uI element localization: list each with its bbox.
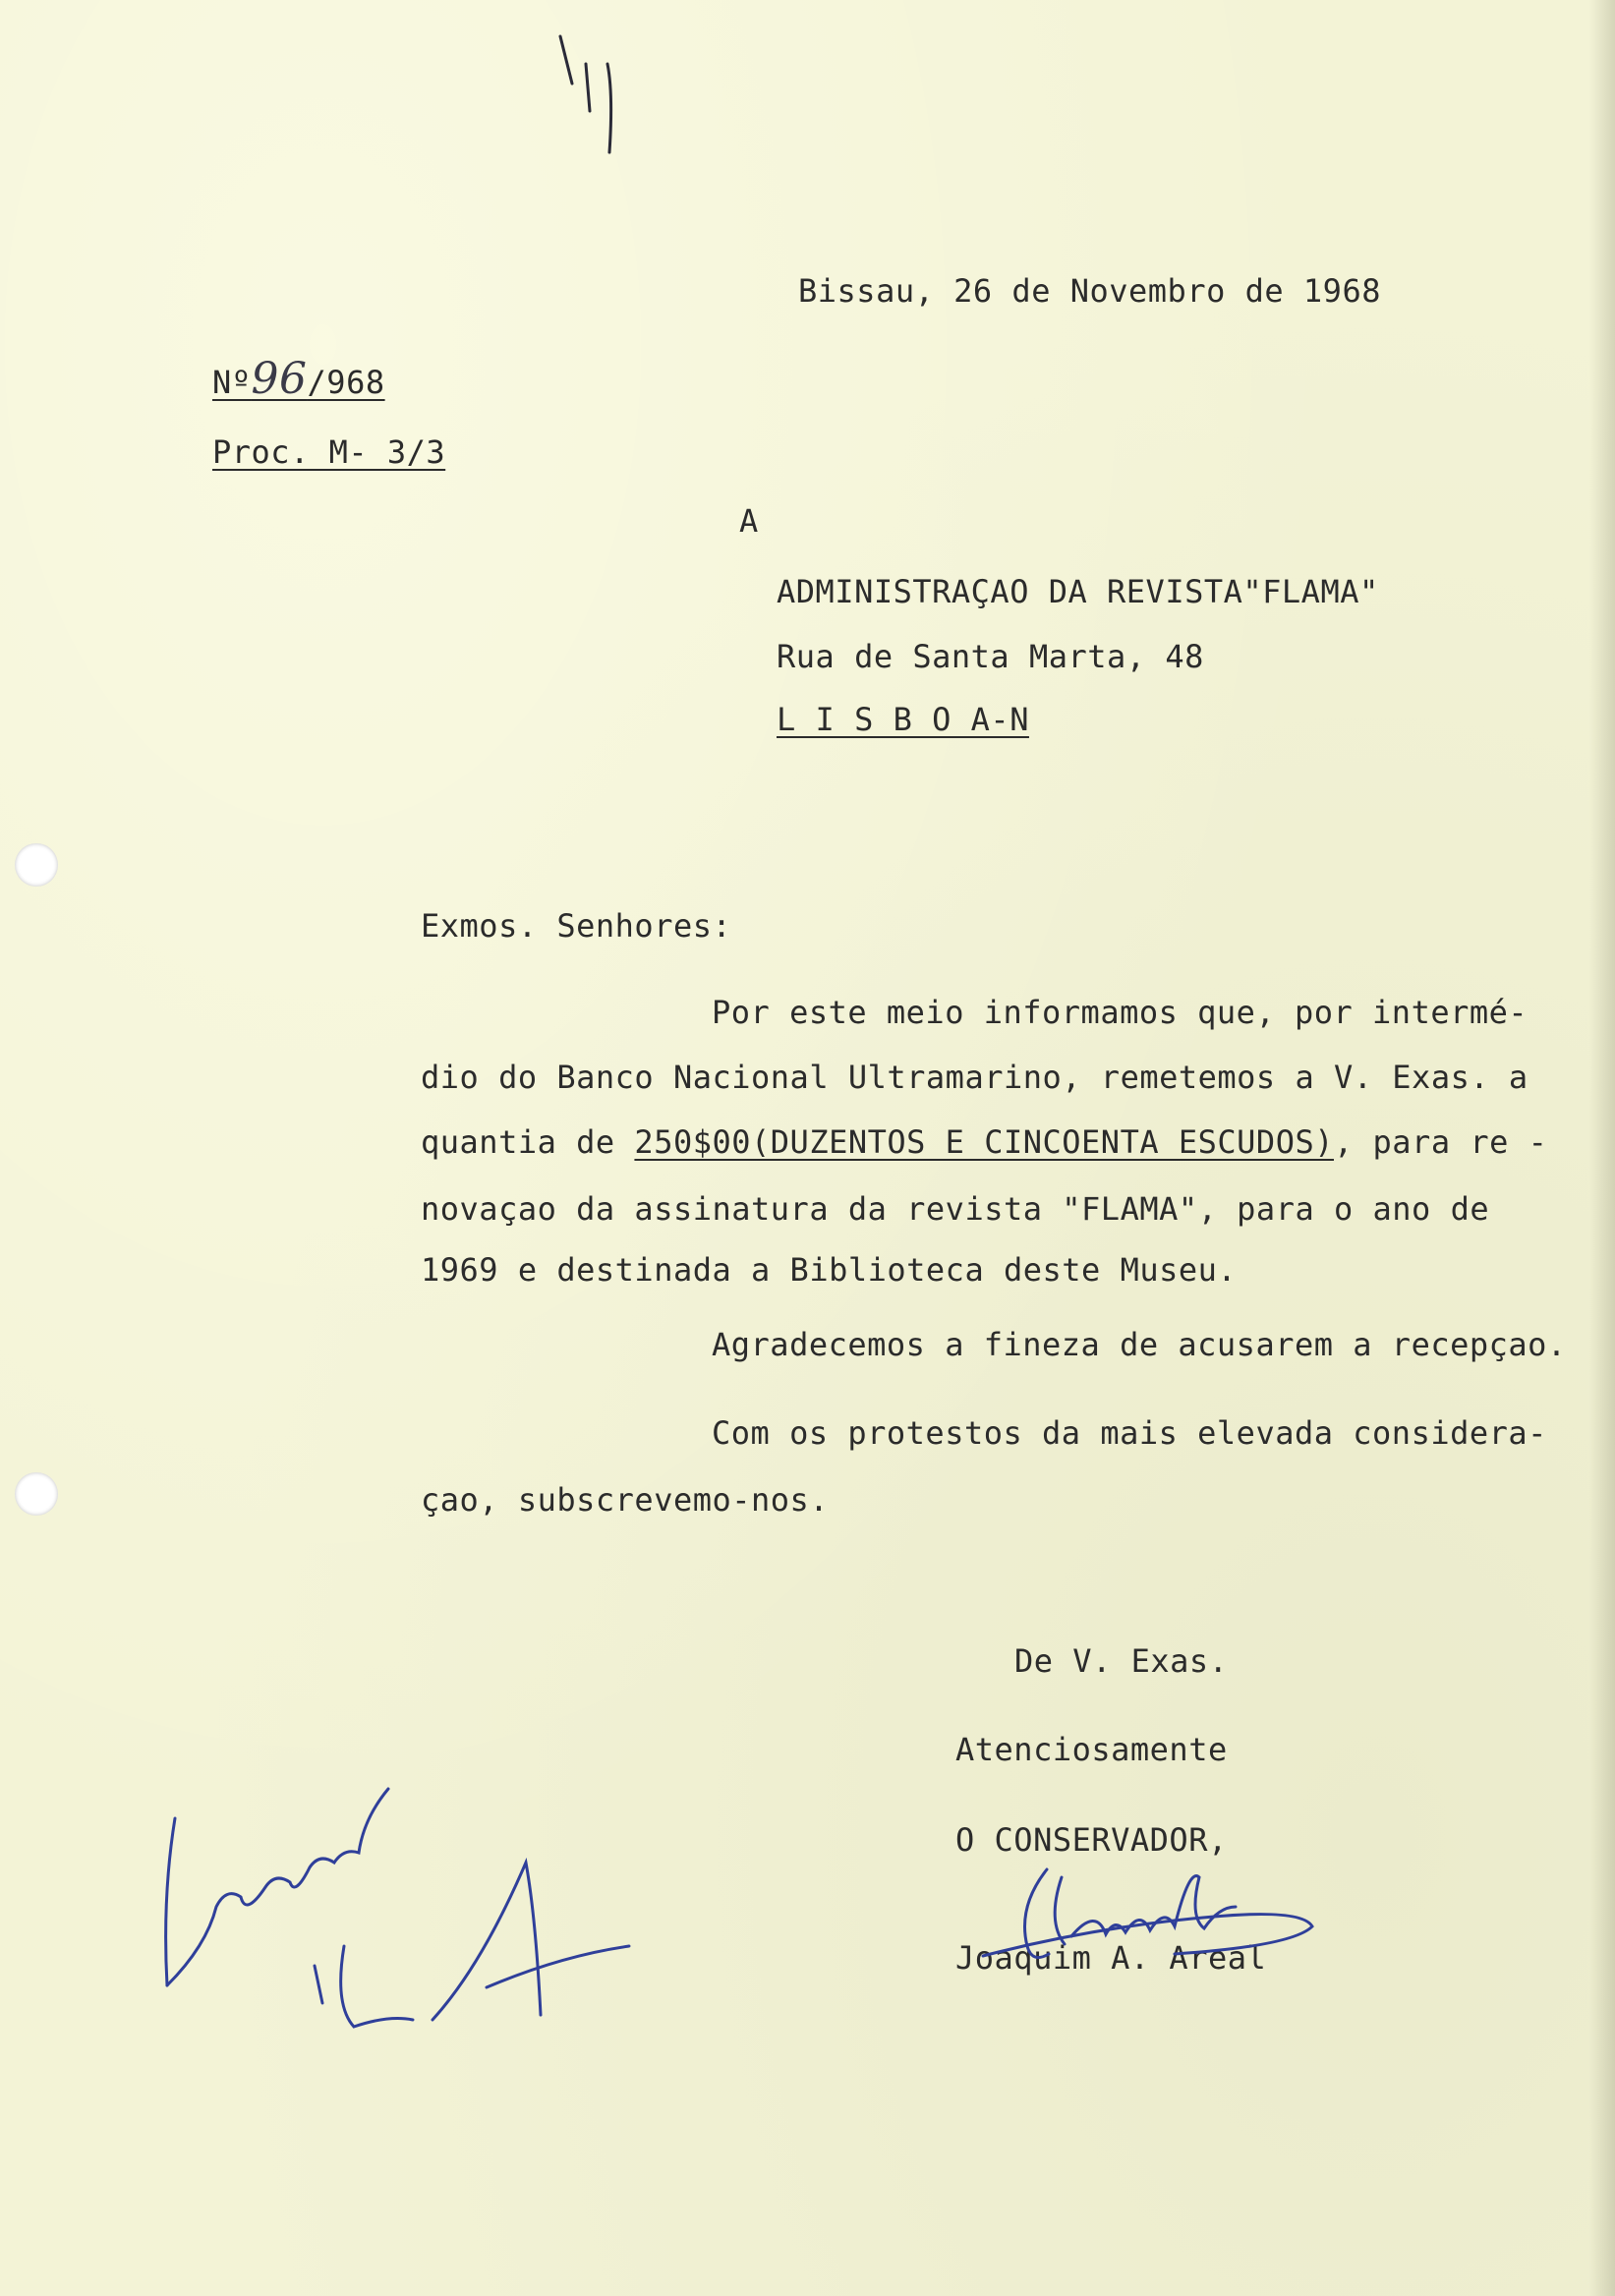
closing-line-2: Atenciosamente (955, 1731, 1228, 1768)
conservator-signature-icon (978, 1848, 1332, 1976)
recipient-street: Rua de Santa Marta, 48 (777, 638, 1204, 675)
reference-number (212, 354, 385, 404)
body-line-4: novaçao da assinatura da revista "FLAMA", para o ano de (421, 1190, 1490, 1228)
recipient-name: ADMINISTRAÇAO DA REVISTA"FLAMA" (777, 573, 1379, 610)
recipient-city: L I S B O A-N (777, 701, 1029, 738)
reference-suffix: /968 (307, 364, 385, 401)
body-line-3 (421, 1122, 1547, 1162)
body-line-1: Por este meio informamos que, por intermé- (712, 994, 1528, 1031)
body-paragraph-3-line-1: Com os protestos da mais elevada considera- (712, 1414, 1547, 1452)
place-date: Bissau, 26 de Novembro de 1968 (798, 272, 1381, 310)
salutation: Exmos. Senhores: (421, 907, 732, 945)
reference-prefix: Nº (212, 364, 252, 401)
body-paragraph-2: Agradecemos a fineza de acusarem a recepçao. (712, 1326, 1567, 1363)
body-line-3-prefix: quantia de (421, 1123, 635, 1161)
closing-title: O CONSERVADOR, (955, 1821, 1228, 1859)
body-line-3-suffix: , para re - (1333, 1123, 1548, 1161)
page-edge-shadow (1589, 0, 1615, 2296)
margin-pen-mark (550, 25, 639, 162)
closing-line-1: De V. Exas. (1014, 1642, 1229, 1680)
body-line-5: 1969 e destinada a Biblioteca deste Museu. (421, 1251, 1238, 1289)
body-line-2: dio do Banco Nacional Ultramarino, remetemos a V. Exas. a (421, 1059, 1528, 1096)
punch-hole-top (15, 843, 58, 887)
process-number: Proc. M- 3/3 (212, 433, 446, 471)
amount: 250$00(DUZENTOS E CINCOENTA ESCUDOS) (634, 1123, 1334, 1161)
reference-hand-number: 96 (251, 354, 308, 404)
punch-hole-bottom (15, 1472, 58, 1516)
recipient-to: A (739, 502, 759, 540)
signatory-name: Joaquim A. Areal (955, 1939, 1267, 1977)
handwritten-note-icon (147, 1769, 639, 2054)
body-paragraph-3-line-2: çao, subscrevemo-nos. (421, 1481, 830, 1519)
